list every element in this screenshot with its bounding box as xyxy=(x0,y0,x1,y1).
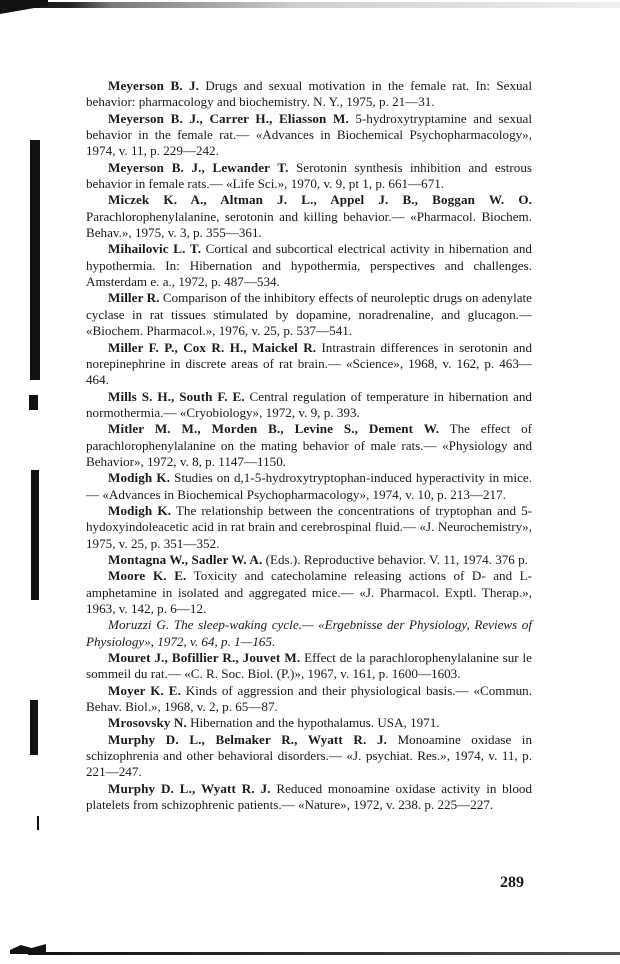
reference-authors: Mouret J., Bofillier R., Jouvet M. xyxy=(108,650,301,666)
scan-margin-mark xyxy=(30,700,38,755)
reference-authors: Montagna W., Sadler W. A. xyxy=(108,551,263,567)
reference-authors: Mills S. H., South F. E. xyxy=(108,388,245,404)
reference-text: Effect de la parachlorophenylalanine sur le sommeil du rat.— «C. R. Soc. Biol. (P.)», 1967, v. 161, p. 1600—1603. xyxy=(86,650,532,682)
reference-authors: Miller F. P., Cox R. H., Maickel R. xyxy=(108,339,317,355)
reference-authors: Meyerson B. J., Carrer H., Eliasson M. xyxy=(108,110,349,126)
reference-authors: Murphy D. L., Wyatt R. J. xyxy=(108,780,271,796)
scan-edge-bottom xyxy=(28,952,620,955)
reference-authors: Miczek K. A., Altman J. L., Appel J. B., Boggan W. O. xyxy=(108,192,532,208)
reference-authors: Mihailovic L. T. xyxy=(108,241,202,257)
reference-text: The effect of parachlorophenylalanine on the mating behavior of male rats.— «Physiology and Behavior», 1972, v. 8, p. 1147—1150. xyxy=(86,421,532,469)
reference-authors: Moore K. E. xyxy=(108,568,187,584)
reference-entry xyxy=(86,650,532,683)
reference-entry xyxy=(86,715,532,731)
reference-list xyxy=(86,78,532,813)
reference-text: Reduced monoamine oxidase activity in blood platelets from schizophrenic patients.— «Nature», 1972, v. 238. p. 225—227. xyxy=(86,780,532,813)
reference-text: Kinds of aggression and their physiological basis.— «Commun. Behav. Biol.», 1968, v. 2, p. 65—87. xyxy=(86,682,533,715)
reference-entry xyxy=(86,421,532,470)
reference-entry xyxy=(86,617,532,650)
scan-margin-mark xyxy=(37,816,39,830)
reference-text: 5-hydroxytryptamine and sexual behavior in the female rat.— «Advances in Biochemical Psychopharmacology», 1974, v. 11, p. 229—242. xyxy=(86,110,532,159)
reference-authors: Modigh K. xyxy=(108,470,171,486)
reference-entry xyxy=(86,389,532,422)
reference-text: (Eds.). Reproductive behavior. V. 11, 1974. 376 p. xyxy=(262,551,528,567)
reference-text: Cortical and subcortical electrical activity in hibernation and hypothermia. In: Hibernation and hypothermia, perspectives and challenges. Amsterdam e. a., 1972, p. 487—534. xyxy=(86,241,532,290)
reference-entry xyxy=(86,470,532,503)
reference-authors: Meyerson B. J. xyxy=(108,78,200,93)
reference-text: The relationship between the concentrations of tryptophan and 5-hydoxyindoleacetic acid in rat brain and cerebrospinal fluid.— «J. Neurochemistry», 1975, v. 25, p. 351—352. xyxy=(86,502,532,551)
reference-authors: Meyerson B. J., Lewander T. xyxy=(108,159,289,175)
reference-text: Monoamine oxidase in schizophrenia and other behavioral disorders.— «J. psychiat. Res.», 1974, v. 11, p. 221—247. xyxy=(86,731,532,780)
reference-text: Toxicity and catecholamine releasing actions of D- and L-amphetamine in isolated and aggregated mice.— «J. Pharmacol. Exptl. Therap.», 1963, v. 142, p. 6—12. xyxy=(86,568,533,616)
reference-authors: Miller R. xyxy=(108,290,160,306)
reference-entry xyxy=(86,160,532,193)
reference-entry xyxy=(86,340,532,389)
reference-text: Parachlorophenylalanine, serotonin and killing behavior.— «Pharmacol. Biochem. Behav.», 1975, v. 3, p. 355—361. xyxy=(86,208,532,241)
scan-margin-mark xyxy=(31,470,39,600)
reference-authors: Murphy D. L., Belmaker R., Wyatt R. J. xyxy=(108,731,387,747)
reference-entry xyxy=(86,732,532,781)
reference-entry xyxy=(86,78,532,111)
reference-entry xyxy=(86,241,532,290)
reference-authors: Modigh K. xyxy=(108,502,172,518)
reference-entry xyxy=(86,683,532,716)
reference-entry xyxy=(86,111,532,160)
page-number: 289 xyxy=(500,874,524,891)
reference-text: Comparison of the inhibitory effects of neuroleptic drugs on adenylate cyclase in rat tissues stimulated by dopamine, noradrenaline, and glucagon.— «Biochem. Pharmacol.», 1976, v. 25, p. 537—541. xyxy=(86,290,532,339)
reference-entry xyxy=(86,290,532,339)
reference-text: Central regulation of temperature in hibernation and normothermia.— «Cryobiology», 1972, v. 9, p. 393. xyxy=(86,388,532,420)
reference-entry xyxy=(86,781,532,814)
reference-authors: Moyer K. E. xyxy=(108,682,181,698)
scan-margin-mark xyxy=(29,395,38,410)
reference-text: Intrastrain differences in serotonin and norepinephrine in discrete areas of rat brain.— «Science», 1968, v. 162, p. 463—464. xyxy=(86,339,533,388)
reference-text: The sleep-waking cycle.— «Ergebnisse der Physiology, Reviews of Physiology», 1972, v. 64, p. 1—165. xyxy=(86,617,532,649)
scan-margin-mark xyxy=(30,140,40,380)
reference-entry xyxy=(86,552,532,568)
reference-entry xyxy=(86,568,532,617)
scan-edge-top xyxy=(0,2,620,8)
reference-text: Serotonin synthesis inhibition and estrous behavior in female rats.— «Life Sci.», 1970, v. 9, pt 1, p. 661—671. xyxy=(86,159,532,192)
reference-authors: Mitler M. M., Morden B., Levine S., Dement W. xyxy=(108,421,440,437)
reference-authors: Moruzzi G. xyxy=(108,617,170,633)
reference-authors: Mrosovsky N. xyxy=(108,715,187,731)
reference-entry xyxy=(86,503,532,552)
reference-text: Drugs and sexual motivation in the female rat. In: Sexual behavior: pharmacology and biochemistry. N. Y., 1975, p. 21—31. xyxy=(86,78,532,110)
reference-text: Hibernation and the hypothalamus. USA, 1971. xyxy=(186,715,440,731)
reference-entry xyxy=(86,192,532,241)
reference-text: Studies on d,1-5-hydroxytryptophan-induced hyperactivity in mice.— «Advances in Biochemical Psychopharmacology», 1974, v. 10, p. 213—217. xyxy=(86,470,532,502)
